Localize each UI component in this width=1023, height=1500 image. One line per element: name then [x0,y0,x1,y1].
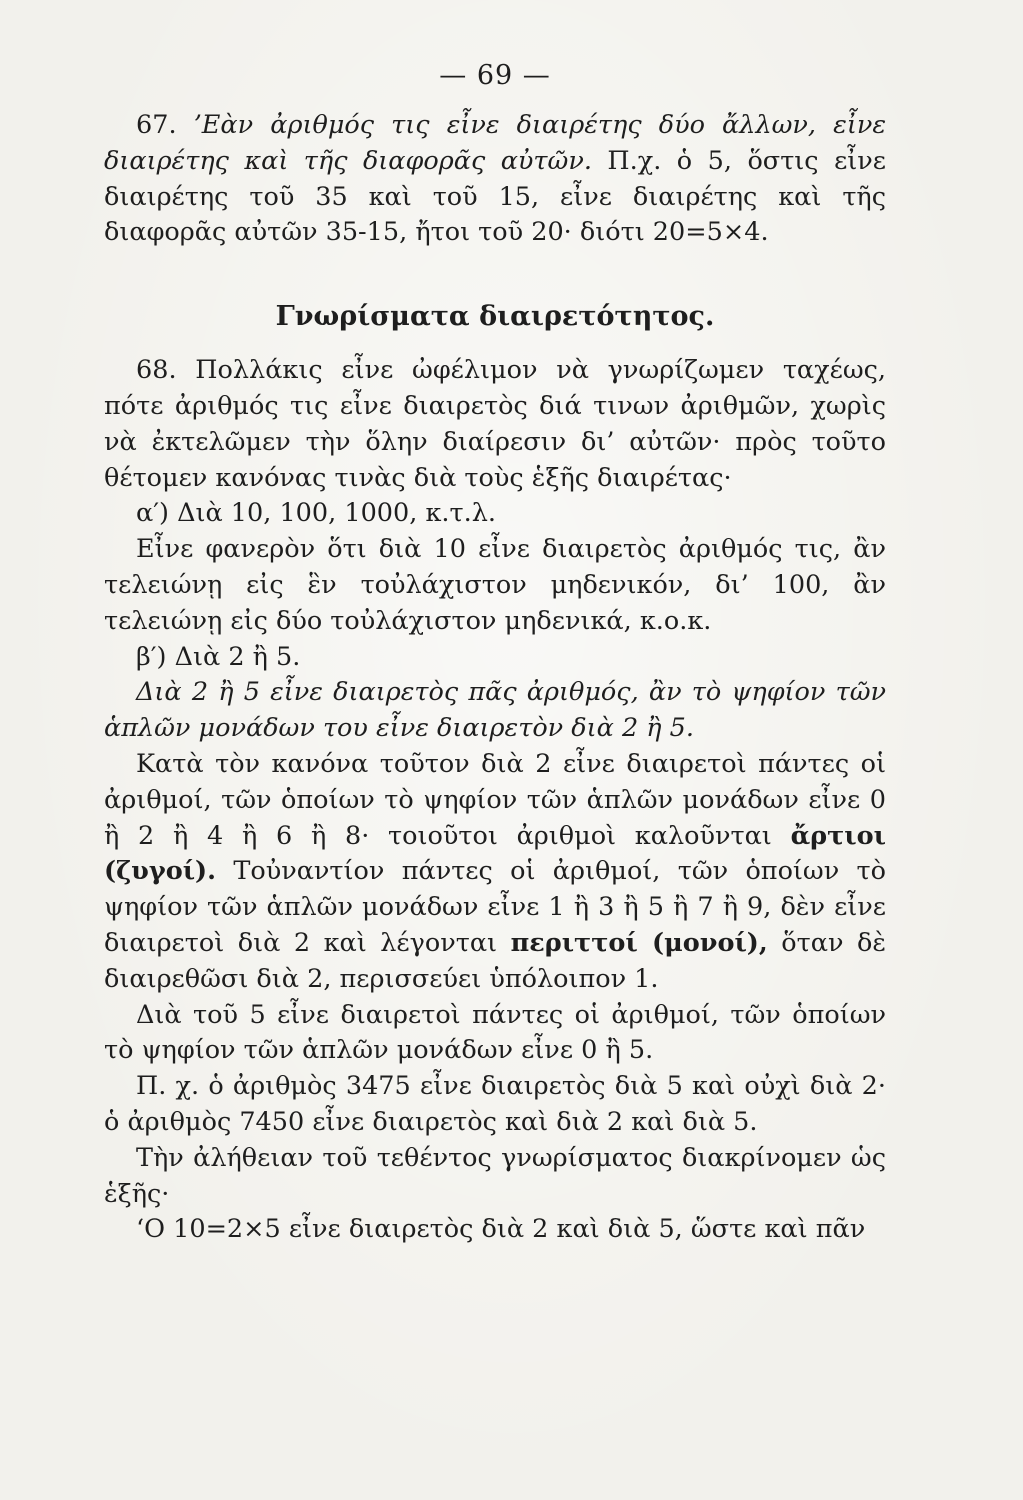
even-odd-text-part1: Κατὰ τὸν κανόνα τοῦτον διὰ 2 εἶνε διαιρετοὶ πάντες οἱ ἀριθμοί, τῶν ὁποίων τὸ ψηφίον τῶν ἁπλῶν μονάδων εἶνε 0 ἢ 2 ἢ 4 ἢ 6 ἢ 8· τοιοῦτοι ἀριθμοὶ καλοῦνται [104,748,886,851]
subsection-b-rule: Διὰ 2 ἢ 5 εἶνε διαιρετὸς πᾶς ἀριθμός, ἂν τὸ ψηφίον τῶν ἁπλῶν μονάδων του εἶνε διαιρετὸν διὰ 2 ἢ 5. [104,677,886,744]
rule-67-italic: ’Εὰν ἀριθμός τις εἶνε διαιρέτης δύο ἄλλων, εἶνε διαιρέτης καὶ τῆς διαφορᾶς αὐτῶν. [104,110,886,176]
even-odd-text-part3: ὅταν δὲ διαιρεθῶσι διὰ 2, περισσεύει ὑπόλοιπον 1. [104,927,887,994]
section-number-67: 67. [136,110,177,140]
subsection-b-label: β′) Διὰ 2 ἢ 5. [136,641,301,672]
subsection-a-text: Εἶνε φανερὸν ὅτι διὰ 10 εἶνε διαιρετὸς ἀριθμός τις, ἂν τελειώνῃ εἰς ἓν τοὐλάχιστον μηδενικόν, δι’ 100, ἂν τελειώνῃ εἰς δύο τοὐλάχιστον μηδενικά, κ.ο.κ. [104,534,886,636]
even-term-bold: ἄρτιοι (ζυγοί). [104,820,886,887]
paragraph-67 [104,108,886,251]
subsection-b-even-odd [104,747,886,998]
page-content [104,58,886,1248]
even-odd-text-part2: Τοὐναντίον πάντες οἱ ἀριθμοί, τῶν ὁποίων τὸ ψηφίον τῶν ἁπλῶν μονάδων εἶνε 1 ἢ 3 ἢ 5 ἢ 7 ἢ 9, δὲν εἶνε διαιρετοὶ διὰ 2 καὶ λέγονται [104,856,887,958]
subsection-b-proof-intro: Τὴν ἀλήθειαν τοῦ τεθέντος γνωρίσματος διακρίνομεν ὡς ἑξῆς· [104,1142,886,1209]
odd-term-bold: περιττοί (μονοί), [510,927,768,958]
example-67: Π.χ. ὁ 5, ὅστις εἶνε διαιρέτης τοῦ 35 καὶ τοῦ 15, εἶνε διαιρέτης καὶ τῆς διαφορᾶς αὐτῶν 35-15, ἤτοι τοῦ 20· διότι 20=5×4. [104,145,886,248]
section-heading: Γνωρίσματα διαιρετότητος. [275,301,715,333]
subsection-b-example: Π. χ. ὁ ἀριθμὸς 3475 εἶνε διαιρετὸς διὰ 5 καὶ οὐχὶ διὰ 2· ὁ ἀριθμὸς 7450 εἶνε διαιρετὸς καὶ διὰ 2 καὶ διὰ 5. [104,1071,886,1137]
subsection-a-label: α′) Διὰ 10, 100, 1000, κ.τ.λ. [136,498,496,529]
subsection-b-five: Διὰ τοῦ 5 εἶνε διαιρετοὶ πάντες οἱ ἀριθμοί, τῶν ὁποίων τὸ ψηφίον τῶν ἁπλῶν μονάδων εἶνε 0 ἢ 5. [104,999,886,1066]
page-number-header: — 69 — [439,60,551,91]
paragraph-68-intro [104,353,886,496]
intro-68-text: Πολλάκις εἶνε ὠφέλιμον νὰ γνωρίζωμεν ταχέως, πότε ἀριθμός τις εἶνε διαιρετὸς διά τινων ἀριθμῶν, χωρὶς νὰ ἐκτελῶμεν τὴν ὅλην διαίρεσιν δι’ αὐτῶν· πρὸς τοῦτο θέτομεν κανόνας τινὰς διὰ τοὺς ἑξῆς διαιρέτας· [104,355,886,493]
subsection-b-proof-line: ‘Ο 10=2×5 εἶνε διαιρετὸς διὰ 2 καὶ διὰ 5, ὥστε καὶ πᾶν [136,1214,866,1245]
section-number-68: 68. [136,355,177,386]
